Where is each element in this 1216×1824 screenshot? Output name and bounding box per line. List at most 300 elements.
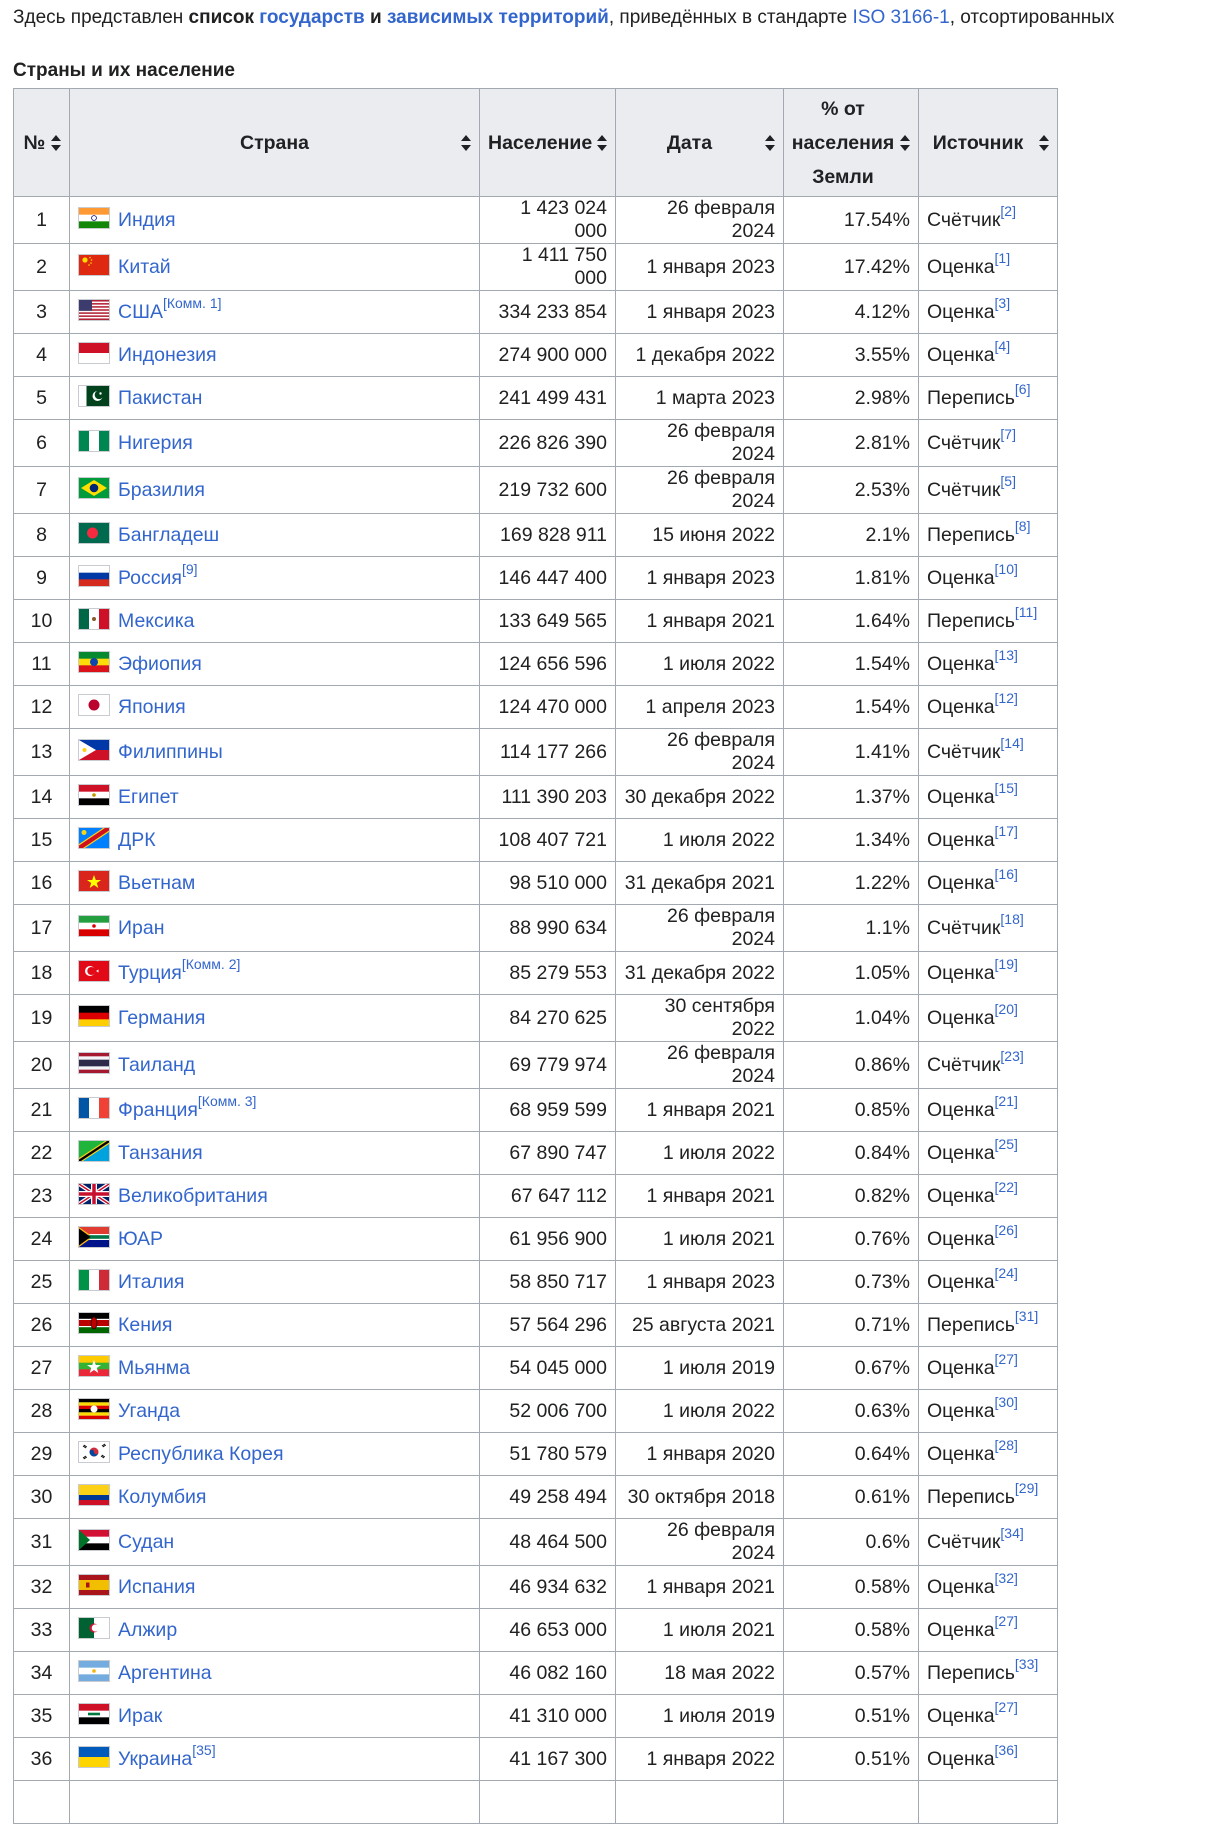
source-label: Оценка	[927, 1356, 995, 1379]
ref-link[interactable]: [3]	[994, 295, 1011, 311]
ref-link[interactable]: [32]	[994, 1570, 1018, 1586]
ref-link[interactable]: [5]	[1000, 473, 1016, 489]
cell-percent: 1.22%	[784, 862, 919, 905]
cell-population: 108 407 721	[480, 819, 616, 862]
cell-percent: 1.05%	[784, 952, 919, 995]
flag-algeria-icon[interactable]	[78, 1617, 110, 1639]
cell-population: 52 006 700	[480, 1390, 616, 1433]
cell-date: 1 января 2021	[616, 1175, 784, 1218]
ref-link[interactable]: [28]	[994, 1437, 1018, 1453]
note-link[interactable]: [35]	[192, 1742, 216, 1758]
ref-link[interactable]: [23]	[1000, 1048, 1024, 1064]
country-link[interactable]: Россия	[118, 566, 182, 589]
cell-percent: 0.51%	[784, 1738, 919, 1781]
cell-date: 31 декабря 2022	[616, 952, 784, 995]
ref-link[interactable]: [4]	[994, 338, 1011, 354]
cell-date: 1 декабря 2022	[616, 334, 784, 377]
cell-rank: 33	[14, 1609, 70, 1652]
ref-sup	[1015, 518, 1031, 534]
ref-link[interactable]: [26]	[994, 1222, 1018, 1238]
country-link[interactable]: Великобритания	[118, 1184, 268, 1207]
country-link[interactable]: Вьетнам	[118, 871, 196, 894]
table-caption: Страны и их население	[13, 60, 235, 81]
country-link[interactable]: Пакистан	[118, 386, 203, 409]
country-link[interactable]: Кения	[118, 1313, 173, 1336]
table-row	[14, 420, 1058, 467]
cell-source	[919, 1304, 1058, 1347]
header-row	[14, 89, 1058, 197]
flag-germany-icon[interactable]	[78, 1005, 110, 1027]
country-link[interactable]: Танзания	[118, 1141, 203, 1164]
flag-uganda-icon[interactable]	[78, 1398, 110, 1420]
cell-rank: 7	[14, 467, 70, 514]
table-row	[14, 905, 1058, 952]
cell-population: 48 464 500	[480, 1519, 616, 1566]
flag-uk-icon[interactable]	[78, 1183, 110, 1205]
flag-korea-icon[interactable]	[78, 1441, 110, 1463]
cell-percent: 0.73%	[784, 1261, 919, 1304]
cell-population: 68 959 599	[480, 1089, 616, 1132]
link-dependent-territories[interactable]: зависимых территорий	[386, 7, 609, 28]
flag-russia-icon[interactable]	[78, 565, 110, 587]
link-iso-3166-1[interactable]: ISO 3166-1	[852, 7, 950, 28]
ref-link[interactable]: [24]	[994, 1265, 1018, 1281]
intro-bold-and: и	[364, 7, 387, 28]
cell-date: 1 апреля 2023	[616, 686, 784, 729]
ref-sup	[1015, 1480, 1038, 1496]
cell-percent: 0.57%	[784, 1652, 919, 1695]
flag-sudan-icon[interactable]	[78, 1529, 110, 1551]
intro-text-3: , отсортированных	[949, 7, 1115, 28]
cell-percent: 2.81%	[784, 420, 919, 467]
cell-country	[70, 1566, 480, 1609]
country-link[interactable]: Таиланд	[118, 1053, 196, 1076]
cell-country	[70, 467, 480, 514]
cell-percent: 1.37%	[784, 776, 919, 819]
cell-source	[919, 1609, 1058, 1652]
table-row	[14, 1218, 1058, 1261]
ref-link[interactable]: [27]	[994, 1699, 1018, 1715]
flag-nigeria-icon[interactable]	[78, 430, 110, 452]
cell-rank: 25	[14, 1261, 70, 1304]
country-link[interactable]: Ирак	[118, 1704, 163, 1727]
ref-link[interactable]: [22]	[994, 1179, 1018, 1195]
country-link[interactable]: Бразилия	[118, 478, 205, 501]
country-link[interactable]: Германия	[118, 1006, 206, 1029]
table-body	[14, 197, 1058, 1824]
cell-country	[70, 1652, 480, 1695]
flag-myanmar-icon[interactable]	[78, 1355, 110, 1377]
header-country-label: Страна	[239, 131, 309, 154]
intro-text: Здесь представлен	[13, 7, 189, 28]
cell-country	[70, 1347, 480, 1390]
cell-population: 124 656 596	[480, 643, 616, 686]
cell-country	[70, 291, 480, 334]
sort-icon[interactable]	[597, 135, 607, 151]
source-label: Оценка	[927, 343, 995, 366]
cell-country	[70, 686, 480, 729]
cell-source	[919, 1261, 1058, 1304]
cell-population: 41 310 000	[480, 1695, 616, 1738]
ref-sup	[995, 250, 1011, 266]
cell-source	[919, 686, 1058, 729]
ref-link[interactable]: [10]	[994, 561, 1018, 577]
cell-country	[70, 1175, 480, 1218]
country-link[interactable]: Украина	[118, 1747, 193, 1770]
cell-population: 146 447 400	[480, 557, 616, 600]
ref-sup	[995, 1093, 1018, 1109]
country-link[interactable]: Мексика	[118, 609, 195, 632]
cell-percent: 1.04%	[784, 995, 919, 1042]
table-row	[14, 291, 1058, 334]
ref-link[interactable]: [1]	[994, 250, 1011, 266]
country-link[interactable]: Китай	[118, 255, 171, 278]
table-row	[14, 600, 1058, 643]
source-label: Оценка	[927, 1704, 995, 1727]
flag-mexico-icon[interactable]	[78, 608, 110, 630]
ref-link[interactable]: [27]	[994, 1613, 1018, 1629]
cell-rank: 2	[14, 244, 70, 291]
country-link[interactable]: США	[118, 300, 163, 323]
header-country[interactable]	[70, 89, 480, 197]
country-link[interactable]: Мьянма	[118, 1356, 190, 1379]
note-link[interactable]: [9]	[181, 561, 198, 577]
header-num[interactable]	[14, 89, 70, 197]
cell-date: 1 января 2023	[616, 244, 784, 291]
cell-date: 1 января 2020	[616, 1433, 784, 1476]
cell-date: 26 февраля 2024	[616, 729, 784, 776]
flag-ethiopia-icon[interactable]	[78, 651, 110, 673]
table-row	[14, 1476, 1058, 1519]
note-link[interactable]: [Комм. 2]	[181, 956, 241, 972]
cell-source	[919, 1652, 1058, 1695]
ref-link[interactable]: [13]	[994, 647, 1018, 663]
table-row	[14, 1738, 1058, 1781]
table-row	[14, 862, 1058, 905]
ref-sup	[995, 1001, 1018, 1017]
table-row	[14, 729, 1058, 776]
source-label: Счётчик	[927, 740, 1001, 763]
source-label: Оценка	[927, 695, 995, 718]
cell-date: 1 марта 2023	[616, 377, 784, 420]
flag-argentina-icon[interactable]	[78, 1660, 110, 1682]
cell-source	[919, 643, 1058, 686]
table-row	[14, 1132, 1058, 1175]
flag-usa-icon[interactable]	[78, 299, 110, 321]
ref-link[interactable]: [18]	[1000, 911, 1024, 927]
cell-rank: 35	[14, 1695, 70, 1738]
cell-rank: 30	[14, 1476, 70, 1519]
source-label: Оценка	[927, 1442, 995, 1465]
cell-country	[70, 905, 480, 952]
header-population[interactable]	[480, 89, 616, 197]
cell-percent: 0.61%	[784, 1476, 919, 1519]
cell-population: 85 279 553	[480, 952, 616, 995]
flag-italy-icon[interactable]	[78, 1269, 110, 1291]
ref-link[interactable]: [11]	[1014, 604, 1038, 620]
ref-link[interactable]: [8]	[1014, 518, 1031, 534]
sort-icon[interactable]	[461, 135, 471, 151]
ref-sup	[995, 338, 1011, 354]
country-link[interactable]: Аргентина	[118, 1661, 212, 1684]
cell-percent: 1.34%	[784, 819, 919, 862]
cell-date: 15 июня 2022	[616, 514, 784, 557]
cell-country	[70, 1042, 480, 1089]
cell-source	[919, 1042, 1058, 1089]
flag-egypt-icon[interactable]	[78, 784, 110, 806]
cell-country	[70, 862, 480, 905]
source-label: Оценка	[927, 652, 995, 675]
cell-population: 114 177 266	[480, 729, 616, 776]
country-link[interactable]: Алжир	[118, 1618, 178, 1641]
flag-kenya-icon[interactable]	[78, 1312, 110, 1334]
flag-indonesia-icon[interactable]	[78, 342, 110, 364]
ref-sup	[1000, 1525, 1023, 1541]
note-sup	[198, 1093, 257, 1109]
ref-link[interactable]: [6]	[1014, 381, 1031, 397]
country-link[interactable]: Турция	[118, 961, 182, 984]
flag-bangladesh-icon[interactable]	[78, 522, 110, 544]
ref-link[interactable]: [14]	[1000, 735, 1024, 751]
cell-rank: 16	[14, 862, 70, 905]
cell-source	[919, 1175, 1058, 1218]
cell-percent: 0.84%	[784, 1132, 919, 1175]
cell-source	[919, 557, 1058, 600]
cell-rank: 3	[14, 291, 70, 334]
flag-colombia-icon[interactable]	[78, 1484, 110, 1506]
country-link[interactable]: Нигерия	[118, 431, 193, 454]
country-link[interactable]: Бангладеш	[118, 523, 220, 546]
ref-sup	[995, 1699, 1018, 1715]
header-source[interactable]	[919, 89, 1058, 197]
cell-percent: 0.58%	[784, 1609, 919, 1652]
intro-text-2: , приведённых в стандарте	[608, 7, 853, 28]
cell-country	[70, 1433, 480, 1476]
table-row	[14, 1175, 1058, 1218]
cell-rank: 15	[14, 819, 70, 862]
cell-source	[919, 1519, 1058, 1566]
cell-percent: 0.58%	[784, 1566, 919, 1609]
cell-percent: 0.82%	[784, 1175, 919, 1218]
flag-iran-icon[interactable]	[78, 915, 110, 937]
cell-country	[70, 600, 480, 643]
ref-link[interactable]: [30]	[994, 1394, 1018, 1410]
cell-population: 67 890 747	[480, 1132, 616, 1175]
table-row	[14, 1261, 1058, 1304]
cell-population: 54 045 000	[480, 1347, 616, 1390]
country-link[interactable]: Франция	[118, 1098, 198, 1121]
country-link[interactable]: Египет	[118, 785, 179, 808]
ref-link[interactable]: [15]	[994, 780, 1018, 796]
ref-link[interactable]: [19]	[994, 956, 1018, 972]
cell-country	[70, 334, 480, 377]
ref-link[interactable]: [36]	[994, 1742, 1018, 1758]
cell-country	[70, 1218, 480, 1261]
table-row	[14, 1390, 1058, 1433]
sort-icon[interactable]	[1039, 135, 1049, 151]
cell-population: 49 258 494	[480, 1476, 616, 1519]
source-label: Оценка	[927, 1399, 995, 1422]
source-label: Оценка	[927, 255, 995, 278]
source-label: Перепись	[927, 1485, 1015, 1508]
sort-icon[interactable]	[900, 135, 910, 151]
note-link[interactable]: [Комм. 1]	[162, 295, 222, 311]
note-sup	[182, 561, 198, 577]
cell-population: 124 470 000	[480, 686, 616, 729]
flag-india-icon[interactable]	[78, 207, 110, 229]
table-row	[14, 776, 1058, 819]
flag-spain-icon[interactable]	[78, 1574, 110, 1596]
country-link[interactable]: ДРК	[118, 828, 156, 851]
flag-china-icon[interactable]	[78, 254, 110, 276]
cell-percent: 1.64%	[784, 600, 919, 643]
flag-iraq-icon[interactable]	[78, 1703, 110, 1725]
country-link[interactable]: Япония	[118, 695, 186, 718]
cell-country	[70, 819, 480, 862]
cell-source	[919, 600, 1058, 643]
cell-source	[919, 244, 1058, 291]
ref-sup	[1000, 911, 1023, 927]
country-link[interactable]: Эфиопия	[118, 652, 202, 675]
ref-sup	[995, 866, 1018, 882]
flag-philippines-icon[interactable]	[78, 739, 110, 761]
cell-percent: 1.41%	[784, 729, 919, 776]
ref-link[interactable]: [21]	[994, 1093, 1018, 1109]
table-row	[14, 686, 1058, 729]
cell-country	[70, 776, 480, 819]
cell-percent	[784, 1781, 919, 1824]
cell-population	[480, 1781, 616, 1824]
ref-link[interactable]: [29]	[1014, 1480, 1039, 1496]
note-link[interactable]: [Комм. 3]	[197, 1093, 257, 1109]
ref-link[interactable]: [12]	[994, 690, 1018, 706]
flag-vietnam-icon[interactable]	[78, 870, 110, 892]
link-states[interactable]: государств	[259, 7, 365, 28]
flag-southafrica-icon[interactable]	[78, 1226, 110, 1248]
ref-sup	[1015, 1656, 1038, 1672]
cell-rank: 17	[14, 905, 70, 952]
flag-drc-icon[interactable]	[78, 827, 110, 849]
country-link[interactable]: Иран	[118, 916, 165, 939]
country-link[interactable]: Филиппины	[118, 740, 223, 763]
table-row	[14, 1042, 1058, 1089]
flag-japan-icon[interactable]	[78, 694, 110, 716]
cell-source	[919, 952, 1058, 995]
cell-rank: 4	[14, 334, 70, 377]
source-label: Счётчик	[927, 916, 1001, 939]
cell-population: 169 828 911	[480, 514, 616, 557]
cell-rank: 27	[14, 1347, 70, 1390]
cell-percent: 17.54%	[784, 197, 919, 244]
cell-rank: 34	[14, 1652, 70, 1695]
country-link[interactable]: Италия	[118, 1270, 185, 1293]
ref-link[interactable]: [25]	[994, 1136, 1018, 1152]
cell-date: 1 июля 2019	[616, 1347, 784, 1390]
cell-rank: 10	[14, 600, 70, 643]
ref-sup	[995, 1265, 1018, 1281]
cell-rank: 36	[14, 1738, 70, 1781]
cell-source	[919, 1132, 1058, 1175]
ref-link[interactable]: [20]	[994, 1001, 1018, 1017]
table-row	[14, 514, 1058, 557]
country-link[interactable]: Колумбия	[118, 1485, 207, 1508]
intro-paragraph	[13, 5, 1216, 31]
header-date[interactable]	[616, 89, 784, 197]
cell-population: 219 732 600	[480, 467, 616, 514]
ref-sup	[995, 1136, 1018, 1152]
cell-rank	[14, 1781, 70, 1824]
cell-country	[70, 643, 480, 686]
ref-sup	[995, 1613, 1018, 1629]
country-link[interactable]: Уганда	[118, 1399, 181, 1422]
note-sup	[182, 956, 241, 972]
ref-link[interactable]: [31]	[1014, 1308, 1039, 1324]
cell-rank: 23	[14, 1175, 70, 1218]
country-link[interactable]: Судан	[118, 1530, 175, 1553]
ref-link[interactable]: [16]	[994, 866, 1018, 882]
cell-percent: 0.76%	[784, 1218, 919, 1261]
source-label: Оценка	[927, 1227, 995, 1250]
flag-ukraine-icon[interactable]	[78, 1746, 110, 1768]
sort-icon[interactable]	[51, 135, 61, 151]
ref-link[interactable]: [2]	[1000, 203, 1016, 219]
ref-link[interactable]: [27]	[994, 1351, 1018, 1367]
flag-tanzania-icon[interactable]	[78, 1140, 110, 1162]
ref-link[interactable]: [33]	[1014, 1656, 1039, 1672]
ref-link[interactable]: [34]	[1000, 1525, 1024, 1541]
flag-brazil-icon[interactable]	[78, 477, 110, 499]
country-link[interactable]: Индия	[118, 208, 176, 231]
flag-france-icon[interactable]	[78, 1097, 110, 1119]
ref-link[interactable]: [17]	[994, 823, 1018, 839]
source-label: Оценка	[927, 828, 995, 851]
sort-icon[interactable]	[765, 135, 775, 151]
cell-rank: 31	[14, 1519, 70, 1566]
cell-source	[919, 905, 1058, 952]
flag-thailand-icon[interactable]	[78, 1052, 110, 1074]
table-row	[14, 1089, 1058, 1132]
country-link[interactable]: Испания	[118, 1575, 196, 1598]
table-row	[14, 557, 1058, 600]
ref-sup	[995, 1351, 1018, 1367]
cell-source	[919, 334, 1058, 377]
cell-rank: 19	[14, 995, 70, 1042]
cell-date: 1 января 2021	[616, 600, 784, 643]
ref-link[interactable]: [7]	[1000, 426, 1016, 442]
cell-date: 1 января 2021	[616, 1089, 784, 1132]
ref-sup	[995, 647, 1018, 663]
source-label: Перепись	[927, 609, 1015, 632]
cell-country	[70, 244, 480, 291]
source-label: Перепись	[927, 1661, 1015, 1684]
header-percent[interactable]	[784, 89, 919, 197]
cell-percent: 1.81%	[784, 557, 919, 600]
cell-population: 61 956 900	[480, 1218, 616, 1261]
cell-date: 30 октября 2018	[616, 1476, 784, 1519]
cell-source	[919, 1695, 1058, 1738]
ref-sup	[995, 1179, 1018, 1195]
cell-rank: 20	[14, 1042, 70, 1089]
cell-rank: 29	[14, 1433, 70, 1476]
flag-pakistan-icon[interactable]	[78, 385, 110, 407]
country-link[interactable]: Индонезия	[118, 343, 217, 366]
cell-source	[919, 1390, 1058, 1433]
country-link[interactable]: Республика Корея	[118, 1442, 284, 1465]
cell-percent: 1.1%	[784, 905, 919, 952]
cell-country	[70, 420, 480, 467]
flag-turkey-icon[interactable]	[78, 960, 110, 982]
country-link[interactable]: ЮАР	[118, 1227, 164, 1250]
